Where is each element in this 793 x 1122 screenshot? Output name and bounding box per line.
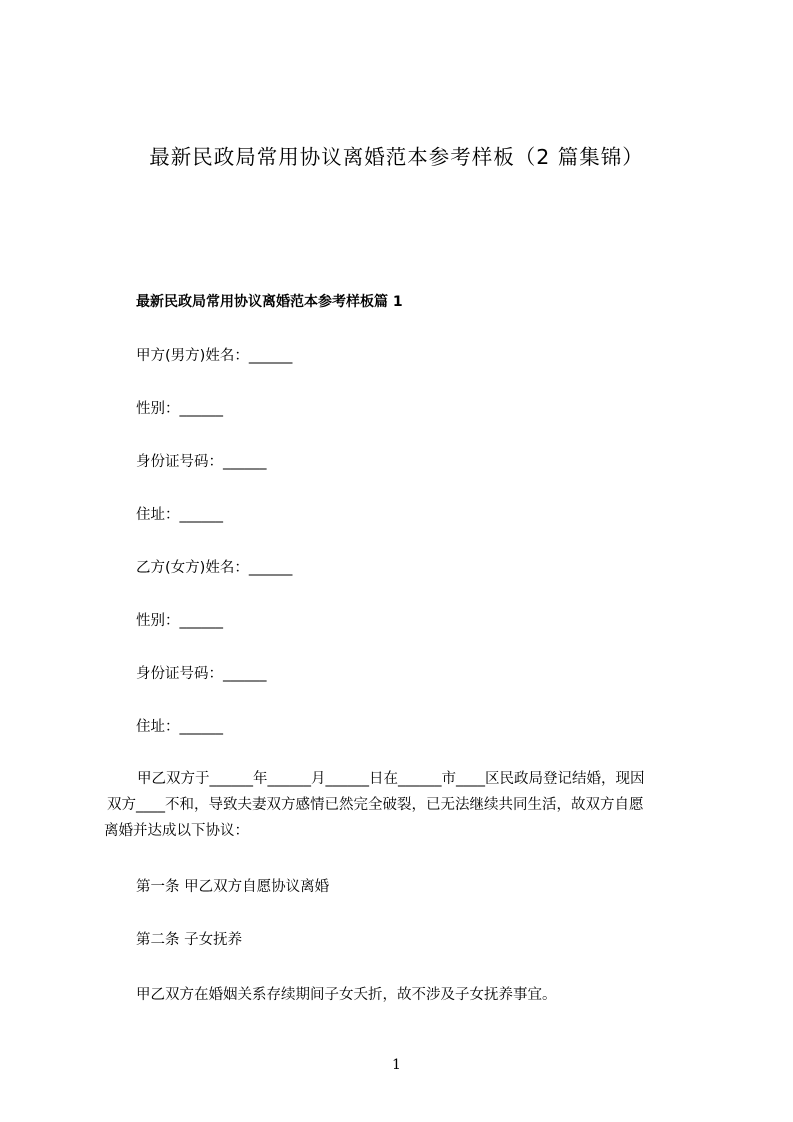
agreement-paragraph [104,766,704,844]
field-party-b-name: 乙方(女方)姓名：______ [136,560,293,576]
paragraph-line: 离婚并达成以下协议： [104,823,249,839]
field-party-a-address: 住址：______ [136,507,223,523]
section-heading: 最新民政局常用协议离婚范本参考样板篇 1 [136,294,403,310]
field-party-a-gender: 性别：______ [136,401,223,417]
paragraph-line: 甲乙双方于______年______月______日在______市____区民政局登记结婚，现因 [137,771,645,787]
field-party-a-id-number: 身份证号码：______ [136,454,267,470]
article-2: 第二条 子女抚养 [136,932,243,948]
article-2-text: 甲乙双方在婚姻关系存续期间子女夭折，故不涉及子女抚养事宜。 [136,987,557,1003]
field-party-b-id-number: 身份证号码：______ [136,666,267,682]
document-title: 最新民政局常用协议离婚范本参考样板（2 篇集锦） [149,145,644,169]
paragraph-line: 双方____不和，导致夫妻双方感情已然完全破裂，已无法继续共同生活，故双方自愿 [107,797,644,813]
field-party-a-name: 甲方(男方)姓名：______ [136,348,293,364]
article-1: 第一条 甲乙双方自愿协议离婚 [136,879,330,895]
field-party-b-address: 住址：______ [136,719,223,735]
field-party-b-gender: 性别：______ [136,613,223,629]
page-number: 1 [392,1057,401,1073]
